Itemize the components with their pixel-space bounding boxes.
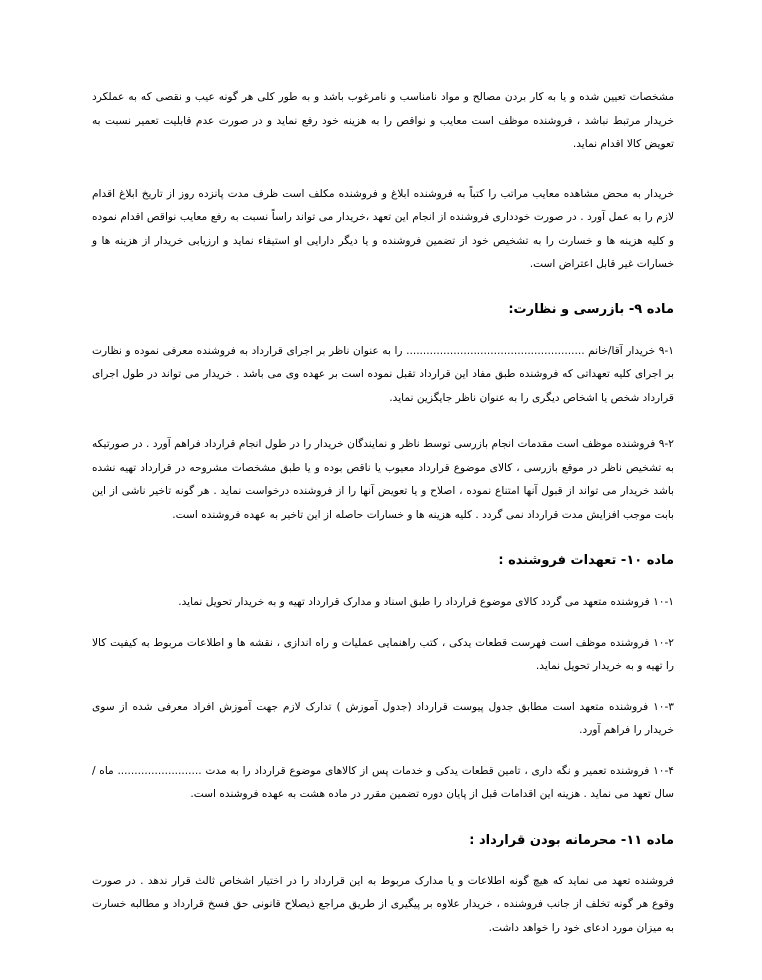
paragraph-9-2: ۹-۲ فروشنده موظف است مقدمات انجام بازرسی توسط ناظر و نمایندگان خریدار را در طول انجام قرارداد فراهم آورد . در صورتیکه به تشخیص ناظر در موقع بازرسی ، کالای موضوع قرارداد معیوب یا ناقص بوده و یا طبق مشخصات مشروحه در قرارداد تهیه نشده باشد خریدار می تواند از قبول آنها امتناع نموده ، اصلاح و یا تعویض آنها را از فروشنده درخواست نماید . هر گونه تاخیر ناشی از این بابت موجب افزایش مدت قرارداد نمی گردد . کلیه هزینه ها و خسارات حاصله از این تاخیر به عهده فروشنده است.: [92, 438, 674, 521]
paragraph-10-2: ۱۰-۲ فروشنده موظف است فهرست قطعات یدکی ، کتب راهنمایی عملیات و راه اندازی ، نقشه ها و اطلاعات مربوط به کیفیت کالا را تهیه و به خریدار تحویل نماید.: [92, 636, 674, 672]
paragraph-defects-notice: خریدار به محض مشاهده معایب مراتب را کتباً به فروشنده ابلاغ و فروشنده مکلف است ظرف مدت پانزده روز از تاریخ ابلاغ اقدام لازم را به عمل آورد . در صورت خودداری فروشنده از انجام این تعهد ،خریدار می تواند راساً نسبت به رفع معایب نواقص اقدام نموده و کلیه هزینه ها و خسارت را به تشخیص خود از تضمین فروشنده و یا دیگر دارایی او استیفاء نماید و ارزیابی خریدار از هزینه ها و خسارات غیر قابل اعتراض است.: [92, 187, 674, 270]
paragraph-defects-repair: مشخصات تعیین شده و یا به کار بردن مصالح و مواد نامناسب و نامرغوب باشد و به طور کلی هر گونه عیب و نقصی که به عملکرد خریدار مرتبط نباشد ، فروشنده موظف است معایب و نواقص را به هزینه خود رفع نماید و در صورت عدم قابلیت تعمیر نسبت به تعویض کالا اقدام نماید.: [92, 91, 674, 150]
paragraph-10-3: ۱۰-۳ فروشنده متعهد است مطابق جدول پیوست قرارداد (جدول آموزش ) تدارک لازم جهت آموزش افراد معرفی شده از سوی خریدار را فراهم آورد.: [92, 700, 674, 736]
heading-article-10: ماده ۱۰- تعهدات فروشنده :: [498, 553, 674, 568]
paragraph-10-4: ۱۰-۴ فروشنده تعمیر و نگه داری ، تامین قطعات یدکی و خدمات پس از کالاهای موضوع قرارداد را به مدت ......................... ماه / سال تعهد می نماید . هزینه این اقدامات قبل از پایان دوره تضمین مقرر در ماده هشت به عهده فروشنده است.: [92, 764, 674, 800]
paragraph-9-1: ۹-۱ خریدار آقا/خانم ..................................................... را به عنوان ناظر بر اجرای قرارداد به فروشنده معرفی نموده و نظارت بر اجرای کلیه تعهداتی که فروشنده طبق مفاد این قرارداد تقبل نموده است بر عهده وی می باشد . خریدار می تواند در طول اجرای قرارداد شخص یا اشخاص دیگری را به عنوان ناظر جایگزین نماید.: [92, 344, 674, 404]
paragraph-10-1: ۱۰-۱ فروشنده متعهد می گردد کالای موضوع قرارداد را طبق اسناد و مدارک قرارداد تهیه و به خریدار تحویل نماید.: [178, 596, 674, 608]
heading-article-11: ماده ۱۱- محرمانه بودن قرارداد :: [469, 832, 674, 848]
paragraph-11: فروشنده تعهد می نماید که هیچ گونه اطلاعات و یا مدارک مربوط به این قرارداد را در اختیار اشخاص ثالث قرار ندهد . در صورت وقوع هر گونه تخلف از جانب فروشنده ، خریدار علاوه بر پیگیری از طریق مراجع ذیصلاح قانونی حق فسخ قرارداد و مطالبه خسارت به میزان مورد ادعای خود را خواهد داشت.: [92, 874, 674, 934]
heading-article-9: ماده ۹- بازرسی و نظارت:: [508, 301, 674, 317]
